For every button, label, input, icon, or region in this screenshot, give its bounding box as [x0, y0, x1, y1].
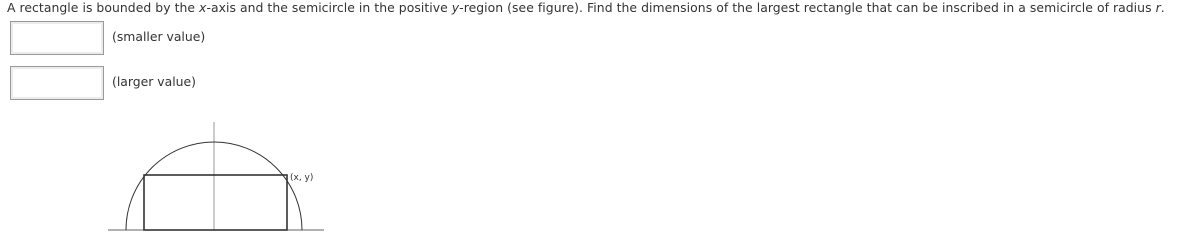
question-part-2: -axis and the semicircle in the positive	[206, 0, 452, 15]
question-part-3: -region (see figure). Find the dimensions of the largest rectangle that can be inscribed in a semicircle of radius	[459, 0, 1156, 15]
figure-rectangle	[144, 175, 287, 230]
smaller-value-label: (smaller value)	[112, 29, 206, 44]
question-var-r: r	[1155, 0, 1161, 15]
smaller-value-input[interactable]	[10, 21, 104, 55]
semicircle-rectangle-figure	[100, 118, 330, 236]
question-part-1: A rectangle is bounded by the	[7, 0, 200, 15]
question-var-y: y	[451, 0, 460, 15]
figure-point-label: (x, y)	[290, 173, 314, 183]
question-part-4: .	[1160, 0, 1165, 15]
question-text	[7, 0, 1165, 16]
larger-value-label: (larger value)	[112, 74, 196, 89]
larger-value-input[interactable]	[10, 66, 104, 100]
question-var-x: x	[199, 0, 207, 15]
